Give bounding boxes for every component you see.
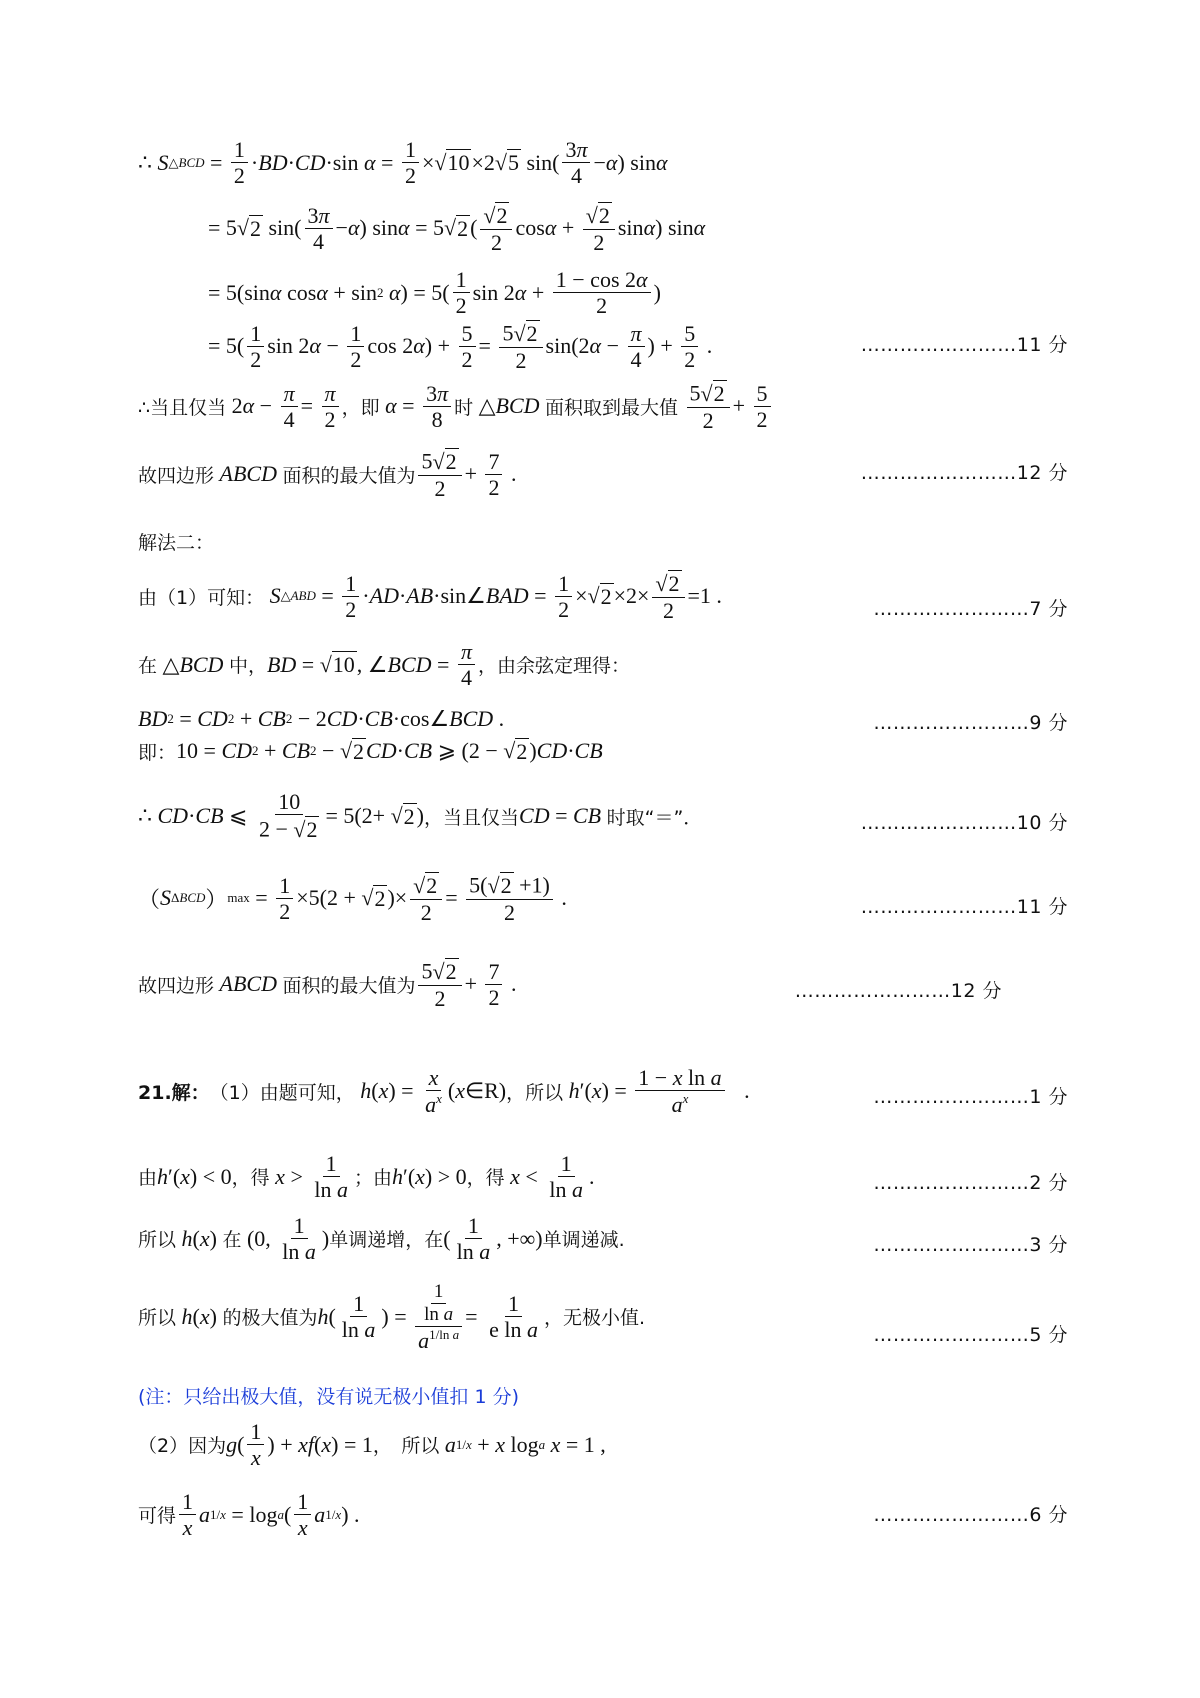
score-9: ……………………9 分 xyxy=(873,712,1068,734)
line-area-bcd: ∴ S △BCD = $\frac{1}{2}$ · BD · CD ·sin α = $\frac{1}{2}$ × √ 10 ×2 √ 5 sin( $\frac{3\pi}{4}$ − α ) sin α xyxy=(138,137,668,189)
line-max-condition: ∴当且仅当 2 α − $\frac{\pi}{4}$ = $\frac{\pi}{2}$ ，即 α = $\frac{3\pi}{8}$ 时 △ BCD 面积取到最大值 5√ 2 2 + $\frac{5}{2}$ xyxy=(138,380,1068,432)
line-21-result: 可得 $\frac{1}{x}$ a 1/x = log a ( $\frac{1}{x}$ a 1/x ) . xyxy=(138,1489,360,1541)
score-5: ……………………5 分 xyxy=(873,1324,1068,1346)
line-quad-max-1: 故四边形 ABCD 面积的最大值为 5√ 2 2 + $\frac{7}{2}$ . xyxy=(138,448,517,502)
line-expand-2: = 5(sin α cos α + sin 2 α ) = 5( $\frac{1}{2}$ sin 2 α + $\frac{1 - \cos 2\alpha}{2}$ ) xyxy=(208,267,661,319)
line-expand-3: = 5( $\frac{1}{2}$ sin 2 α − $\frac{1}{2}$ cos 2 α ) + $\frac{5}{2}$ = 5√ 2 2 sin(2 α − $\frac{\pi}{4}$ ) + $\frac{5}{2}$ . xyxy=(208,320,713,374)
score-11a: ……………………11 分 xyxy=(860,334,1068,356)
therefore-sign: ∴ xyxy=(138,149,152,175)
line-inequality: 即： 10 = CD 2 + CB 2 − √ 2 CD · CB ⩾ (2 − √ 2 ) CD · CB xyxy=(138,738,603,765)
score-10: ……………………10 分 xyxy=(860,812,1068,834)
line-expand-1: = 5 √ 2 sin( $\frac{3\pi}{4}$ − α ) sin α = 5 √ 2 ( √ 2 2 cos α + √ 2 2 sin α ) sin α xyxy=(208,202,706,256)
score-3: ……………………3 分 xyxy=(873,1234,1068,1256)
line-method-two: 解法二： xyxy=(138,532,215,554)
line-21-derivative-sign: 由 h ′( x ) < 0 ，得 x > $\frac{1}{\text{ln a}}$ ；由 h ′( x ) > 0 ，得 x < $\frac{1}{\text{ln a}}$ . xyxy=(138,1151,595,1203)
score-2: ……………………2 分 xyxy=(873,1172,1068,1194)
score-1: ……………………1 分 xyxy=(873,1086,1068,1108)
score-6: ……………………6 分 xyxy=(873,1504,1068,1526)
line-quad-max-2: 故四边形 ABCD 面积的最大值为 5√ 2 2 + $\frac{7}{2}$ . xyxy=(138,958,517,1012)
score-7: ……………………7 分 xyxy=(873,598,1068,620)
line-cosine-law: BD 2 = CD 2 + CB 2 − 2 CD · CB ·cos∠ BCD . xyxy=(138,706,505,731)
line-21-part1: 21.解： （1）由题可知， h ( x ) = $\frac{x}{a^x}$ ( x ∈R) ，所以 h ′( x ) = $\frac{\text{1 − x ln a}}{a^x}$ . xyxy=(138,1065,750,1118)
line-s-max: （ S ΔBCD ） max = $\frac{1}{2}$ ×5(2 + √ 2 )× √ 2 2 = 5(√ 2 +1) 2 . xyxy=(138,872,567,926)
line-triangle-bcd: 在 △ BCD 中， BD = √ 10 , ∠ BCD = $\frac{\pi}{4}$ ，由余弦定理得： xyxy=(138,639,630,691)
line-21-monotonic: 所以 h ( x ) 在 (0, $\frac{1}{\text{ln a}}$ ) 单调递增，在 ( $\frac{1}{\text{ln a}}$ , +∞) 单调递减. xyxy=(138,1213,625,1265)
line-21-part2: （2）因为 g ( $\frac{1}{x}$ ) + x f ( x ) = 1 ， 所以 a 1/x + x log a x = 1 , xyxy=(138,1419,606,1471)
line-cd-cb-bound: ∴ CD · CB ⩽ 10 2 − √ 2 = 5(2+ √ 2 ) ，当且仅当 CD = CB 时取“＝”． xyxy=(138,789,703,843)
line-21-note: (注：只给出极大值，没有说无极小值扣 1 分) xyxy=(138,1386,519,1408)
line-21-extremum: 所以 h ( x ) 的极大值为 h ( $\frac{1}{\text{ln a}}$ ) = $\frac{\frac{1}{\text{ln a}}}{a^{1/ln a}}$ = $\frac{1}{\text{e ln a}}$ ，无极小值. xyxy=(138,1281,646,1353)
score-12b: ……………………12 分 xyxy=(794,980,1002,1002)
score-12a: ……………………12 分 xyxy=(860,462,1068,484)
score-11b: ……………………11 分 xyxy=(860,896,1068,918)
line-area-abd: 由（1）可知： S △ABD = $\frac{1}{2}$ · AD · AB ·sin∠ BAD = $\frac{1}{2}$ × √ 2 ×2× √ 2 2 =1 . xyxy=(138,570,722,624)
